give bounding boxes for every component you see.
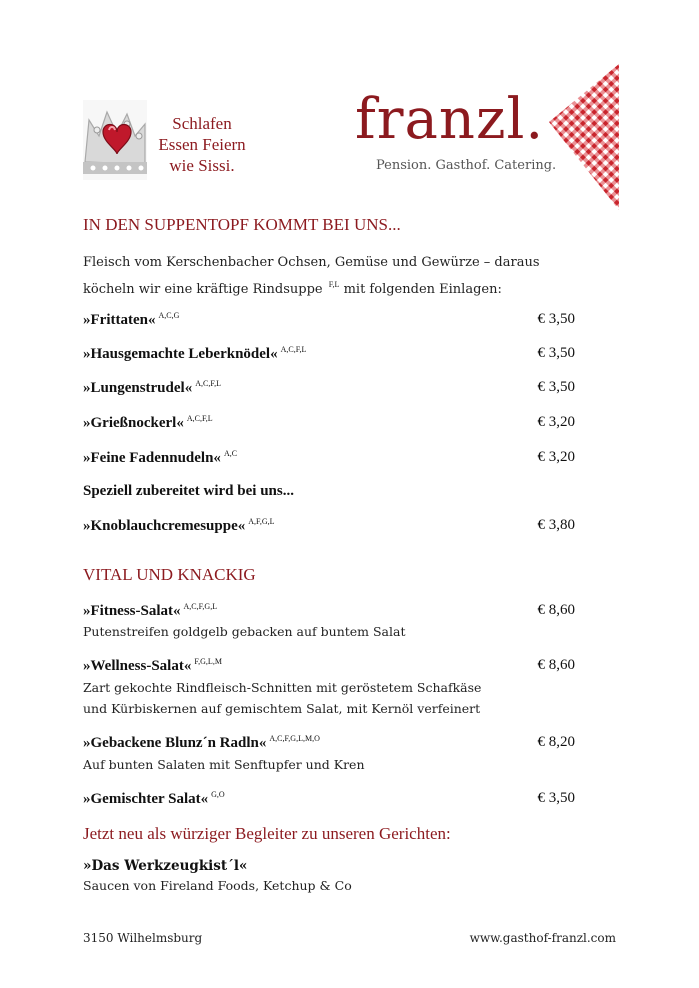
section-title-extra: Jetzt neu als würziger Begleiter zu unseren Gerichten: [83, 824, 451, 843]
intro-line: Fleisch vom Kerschenbacher Ochsen, Gemüse und Gewürze – daraus [83, 255, 540, 270]
menu-item-description: Putenstreifen goldgelb gebacken auf buntem Salat [83, 624, 406, 639]
menu-item-name: »Frittaten« $^{A,C,G}$ [83, 311, 180, 328]
menu-item-price: € 3,50 [537, 790, 575, 806]
tagline-line: Essen Feiern [158, 135, 246, 154]
allergen-code: A,C,F,L [186, 414, 213, 423]
menu-item-description: Saucen von Fireland Foods, Ketchup & Co [83, 878, 352, 893]
allergen-code: G,O [211, 790, 225, 799]
menu-item-description: Auf bunten Salaten mit Senftupfer und Kren [83, 757, 365, 772]
allergen-code: A,C,F,L [280, 345, 307, 354]
menu-item-name: »Feine Fadennudeln« $^{A,C}$ [83, 449, 238, 466]
menu-item-name: »Grießnockerl« $^{A,C,F,L}$ [83, 414, 213, 431]
menu-item-price: € 3,20 [537, 414, 575, 430]
allergen-code: A,C,F,L [195, 379, 222, 388]
menu-item-price: € 8,60 [537, 657, 575, 673]
menu-item-description: und Kürbiskernen auf gemischtem Salat, mit Kernöl verfeinert [83, 701, 481, 716]
menu-item-name: »Knoblauchcremesuppe« $^{A,F,G,L}$ [83, 517, 275, 534]
gingham-corner-icon [549, 64, 619, 210]
menu-item-name: »Lungenstrudel« $^{A,C,F,L}$ [83, 379, 222, 396]
soup-intro [83, 252, 583, 301]
menu-item-name: »Wellness-Salat« $^{F,G,L,M}$ [83, 657, 222, 674]
menu-item-price: € 3,50 [537, 311, 575, 327]
allergen-code: A,C,F,G,L [183, 602, 218, 611]
allergen-code: A,C,G [158, 311, 180, 320]
menu-item-price: € 3,80 [537, 517, 575, 533]
footer-website: www.gasthof-franzl.com [469, 931, 616, 945]
menu-item-description: Zart gekochte Rindfleisch-Schnitten mit geröstetem Schafkäse [83, 680, 482, 695]
section-title-soup: IN DEN SUPPENTOPF KOMMT BEI UNS... [83, 215, 401, 234]
special-heading: Speziell zubereitet wird bei uns... [83, 483, 294, 499]
intro-line [83, 274, 583, 301]
menu-item-name: »Gemischter Salat« $^{G,O}$ [83, 790, 225, 807]
menu-item-price: € 8,60 [537, 602, 575, 618]
menu-item-name: »Das Werkzeugkist´l« [83, 858, 248, 874]
menu-item-price: € 8,20 [537, 734, 575, 750]
section-title-salad: VITAL UND KNACKIG [83, 565, 256, 584]
brand-logo: franzl. [355, 87, 545, 152]
menu-item-price: € 3,50 [537, 379, 575, 395]
allergen-code: F,L [328, 280, 340, 289]
crown-logo-icon [83, 100, 147, 180]
allergen-code: A,C [223, 449, 238, 458]
intro-text: mit folgenden Einlagen: [343, 282, 502, 297]
brand-subtitle: Pension. Gasthof. Catering. [376, 158, 557, 173]
menu-item-price: € 3,20 [537, 449, 575, 465]
menu-item-name: »Fitness-Salat« $^{A,C,F,G,L}$ [83, 602, 218, 619]
tagline [148, 113, 256, 176]
menu-item-price: € 3,50 [537, 345, 575, 361]
menu-item-name: »Hausgemachte Leberknödel« $^{A,C,F,L}$ [83, 345, 307, 362]
intro-text: köcheln wir eine kräftige Rindsuppe [83, 282, 323, 297]
allergen-code: A,C,F,G,L,M,O [269, 734, 320, 743]
allergen-code: F,G,L,M [194, 657, 222, 666]
tagline-line: Schlafen [172, 114, 232, 133]
allergen-code: A,F,G,L [248, 517, 275, 526]
tagline-line: wie Sissi. [169, 156, 235, 175]
footer-address: 3150 Wilhelmsburg [83, 931, 203, 945]
menu-item-name: »Gebackene Blunz´n Radln« $^{A,C,F,G,L,M,O}$ [83, 734, 320, 751]
